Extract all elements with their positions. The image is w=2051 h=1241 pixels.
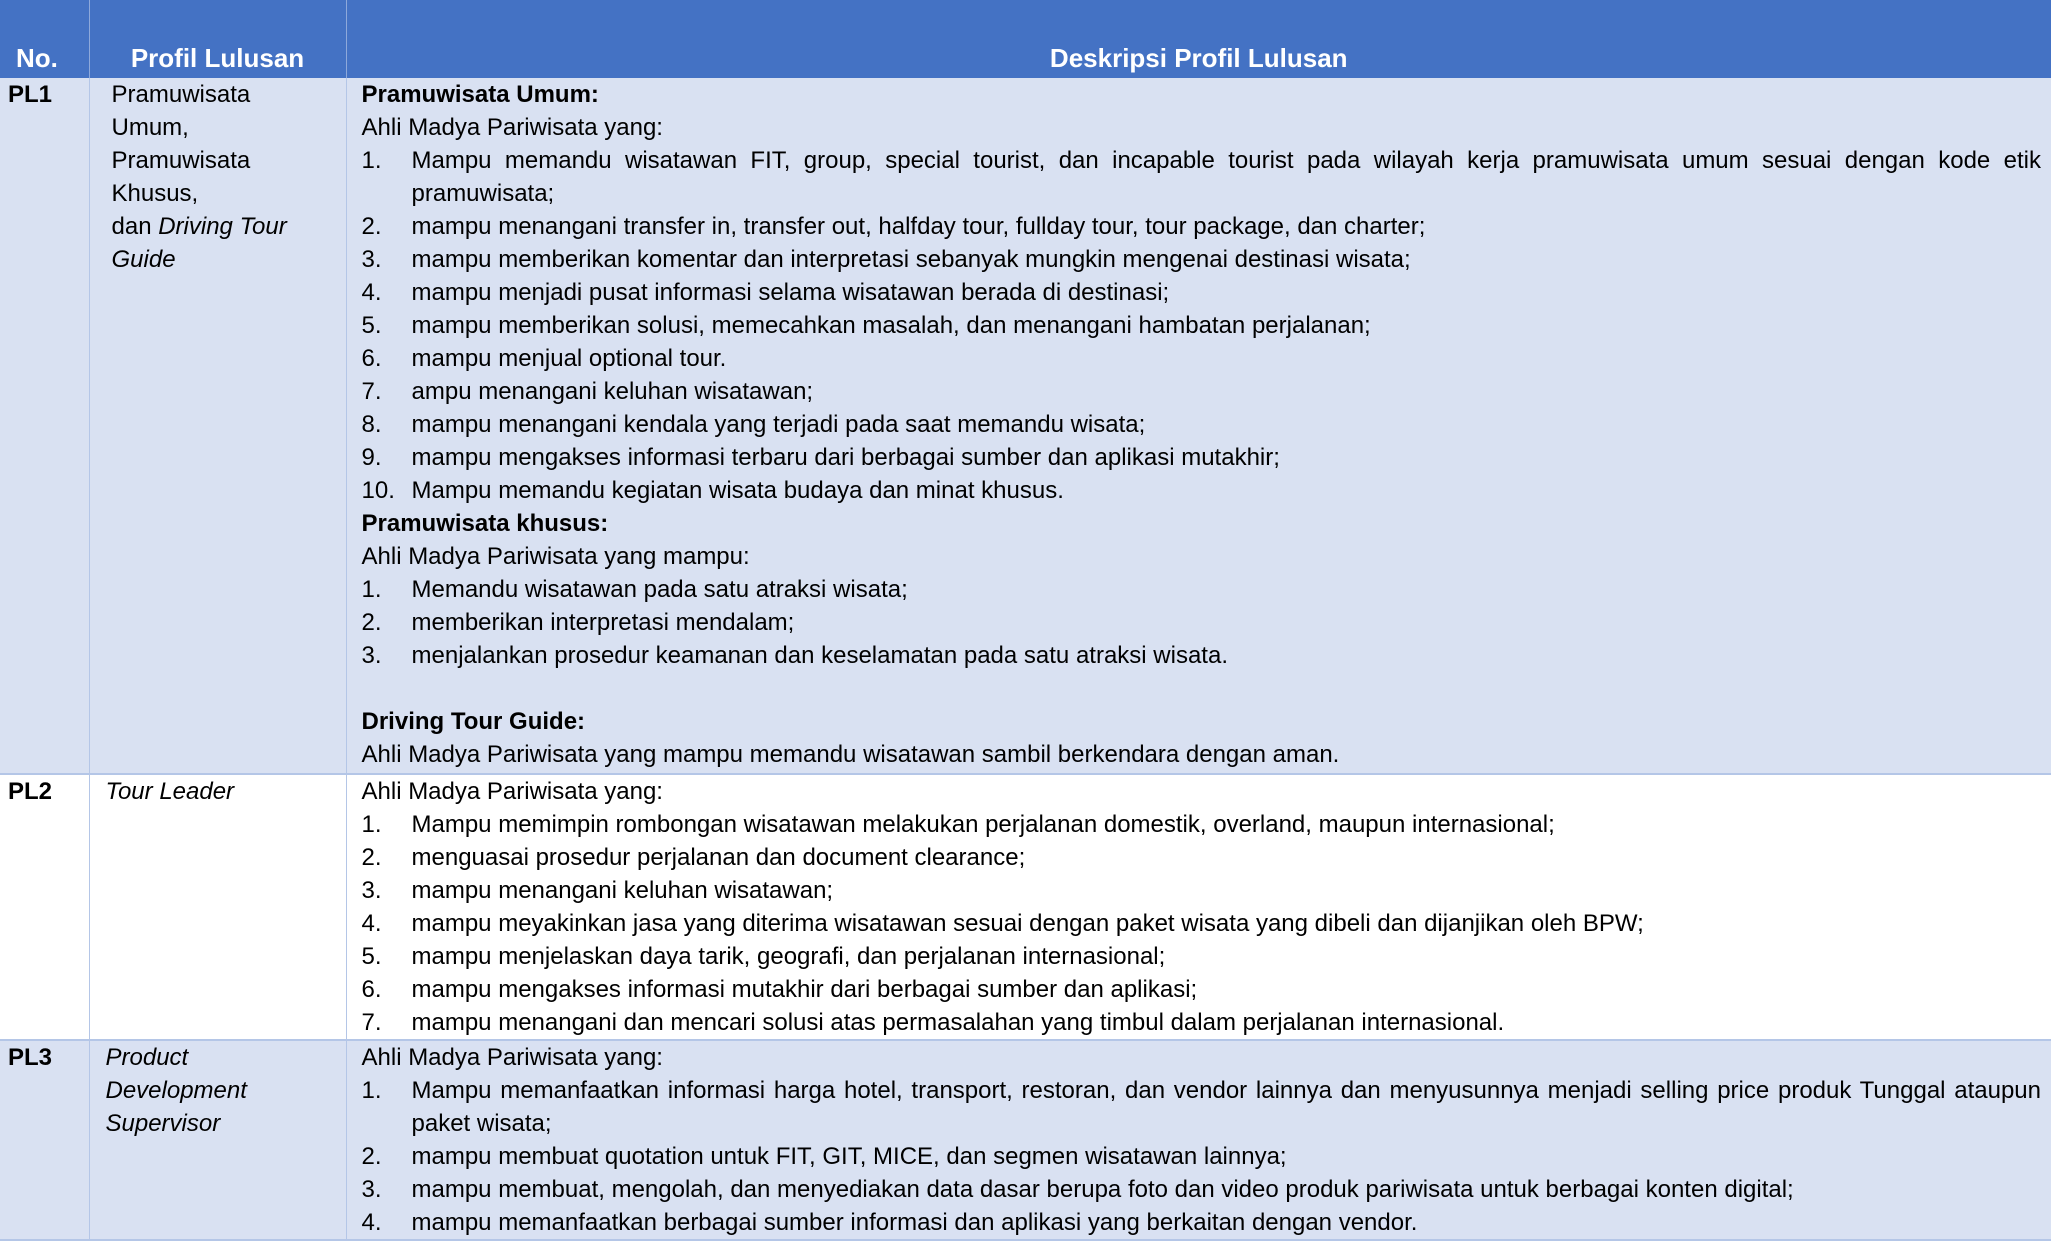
list-item [362,606,2042,639]
item-text: Memandu wisatawan pada satu atraksi wisata; [411,576,908,603]
item-list [362,144,2042,507]
profile-name: Tour Leader [89,774,346,1040]
item-number: 3. [361,246,382,273]
profile-name [89,1040,346,1240]
row-number: PL2 [0,774,89,1040]
item-list [362,808,2042,1039]
list-item [362,342,2042,375]
list-item [362,408,2042,441]
item-text: mampu membuat quotation untuk FIT, GIT, MICE, dan segmen wisatawan lainnya; [411,1143,1287,1170]
section-heading: Pramuwisata Umum: [361,81,599,108]
item-number: 8. [361,411,382,438]
profile-name [89,78,346,774]
item-text: mampu menjual optional tour. [411,345,727,372]
item-number: 3. [361,877,382,904]
item-text: menguasai prosedur perjalanan dan document clearance; [411,844,1026,871]
section-intro: Ahli Madya Pariwisata yang: [361,114,663,141]
item-text: memberikan interpretasi mendalam; [411,609,795,636]
item-number: 1. [361,576,382,603]
profile-description [346,78,2051,774]
item-number: 2. [361,844,382,871]
item-number: 10. [361,477,395,504]
list-item [362,573,2042,606]
item-number: 1. [361,1077,382,1104]
profile-description [346,774,2051,1040]
list-item [362,441,2042,474]
item-text: mampu memanfaatkan berbagai sumber informasi dan aplikasi yang berkaitan dengan vendor. [411,1209,1418,1236]
section-intro: Ahli Madya Pariwisata yang: [361,1044,663,1071]
item-text: mampu meyakinkan jasa yang diterima wisatawan sesuai dengan paket wisata yang dibeli dan dijanjikan oleh BPW; [411,910,1644,937]
item-number: 4. [361,1209,382,1236]
item-number: 7. [361,378,382,405]
list-item [362,309,2042,342]
item-number: 6. [361,976,382,1003]
item-list [362,1074,2042,1239]
item-number: 7. [361,1009,382,1036]
section-intro: Ahli Madya Pariwisata yang mampu memandu wisatawan sambil berkendara dengan aman. [361,741,1340,768]
table-row [0,1040,2051,1240]
profile-line: Guide [111,246,176,273]
profile-text: dan [111,213,159,240]
item-text: Mampu memanfaatkan informasi harga hotel, transport, restoran, dan vendor lainnya dan menyusunnya menjadi selling price produk Tunggal ataupun paket wisata; [411,1077,2041,1137]
item-number: 2. [361,609,382,636]
profile-line: Pramuwisata [111,81,251,108]
item-text: Mampu memandu wisatawan FIT, group, special tourist, dan incapable tourist pada wilayah kerja pramuwisata umum sesuai dengan kode etik pramuwisata; [411,147,2041,207]
item-number: 5. [361,312,382,339]
item-number: 6. [361,345,382,372]
section-intro: Ahli Madya Pariwisata yang mampu: [361,543,750,570]
list-item [362,639,2042,672]
item-number: 1. [361,811,382,838]
item-number: 1. [361,147,382,174]
item-text: mampu menjadi pusat informasi selama wisatawan berada di destinasi; [411,279,1170,306]
list-item [362,1206,2042,1239]
table-row [0,78,2051,774]
profile-line: Pramuwisata [111,147,251,174]
profile-line: Development [105,1077,247,1104]
item-text: mampu mengakses informasi terbaru dari berbagai sumber dan aplikasi mutakhir; [411,444,1280,471]
item-number: 2. [361,213,382,240]
profile-line: Supervisor [105,1110,221,1137]
item-text: mampu menangani keluhan wisatawan; [411,877,834,904]
item-number: 3. [361,642,382,669]
list-item [362,940,2042,973]
item-text: menjalankan prosedur keamanan dan keselamatan pada satu atraksi wisata. [411,642,1228,669]
spacer [362,672,2042,705]
profile-line: Product [105,1044,189,1071]
item-text: mampu memberikan solusi, memecahkan masalah, dan menangani hambatan perjalanan; [411,312,1371,339]
item-list [362,573,2042,672]
item-text: mampu menangani kendala yang terjadi pada saat memandu wisata; [411,411,1146,438]
list-item [362,243,2042,276]
item-text: ampu menangani keluhan wisatawan; [411,378,814,405]
list-item [362,1173,2042,1206]
item-text: mampu membuat, mengolah, dan menyediakan data dasar berupa foto dan video produk pariwisata untuk berbagai konten digital; [411,1176,1794,1203]
header-no: No. [0,0,89,78]
list-item [362,808,2042,841]
list-item [362,375,2042,408]
list-item [362,210,2042,243]
item-text: mampu menangani transfer in, transfer out, halfday tour, fullday tour, tour package, dan charter; [411,213,1426,240]
row-number: PL3 [0,1040,89,1240]
list-item [362,1140,2042,1173]
item-number: 5. [361,943,382,970]
list-item [362,973,2042,1006]
item-number: 4. [361,279,382,306]
table-header-row [0,0,2051,78]
header-description: Deskripsi Profil Lulusan [346,0,2051,78]
list-item [362,841,2042,874]
list-item [362,1006,2042,1039]
item-text: Mampu memimpin rombongan wisatawan melakukan perjalanan domestik, overland, maupun internasional; [411,811,1555,838]
item-number: 2. [361,1143,382,1170]
profile-description [346,1040,2051,1240]
item-text: mampu menangani dan mencari solusi atas permasalahan yang timbul dalam perjalanan internasional. [411,1009,1505,1036]
list-item [362,907,2042,940]
section-heading: Driving Tour Guide: [361,708,586,735]
list-item [362,874,2042,907]
section-intro: Ahli Madya Pariwisata yang: [361,778,663,805]
item-number: 4. [361,910,382,937]
profile-line: Khusus, [111,180,199,207]
item-text: Mampu memandu kegiatan wisata budaya dan minat khusus. [411,477,1064,504]
header-profile: Profil Lulusan [89,0,346,78]
list-item [362,474,2042,507]
item-text: mampu menjelaskan daya tarik, geografi, dan perjalanan internasional; [411,943,1166,970]
item-number: 3. [361,1176,382,1203]
profile-line [112,210,338,243]
table-row [0,774,2051,1040]
item-text: mampu mengakses informasi mutakhir dari berbagai sumber dan aplikasi; [411,976,1198,1003]
row-number: PL1 [0,78,89,774]
profile-text-italic: Driving Tour [158,213,287,240]
list-item [362,1074,2042,1140]
list-item [362,144,2042,210]
item-number: 9. [361,444,382,471]
list-item [362,276,2042,309]
item-text: mampu memberikan komentar dan interpretasi sebanyak mungkin mengenai destinasi wisata; [411,246,1411,273]
profile-line: Umum, [111,114,189,141]
section-heading: Pramuwisata khusus: [361,510,609,537]
